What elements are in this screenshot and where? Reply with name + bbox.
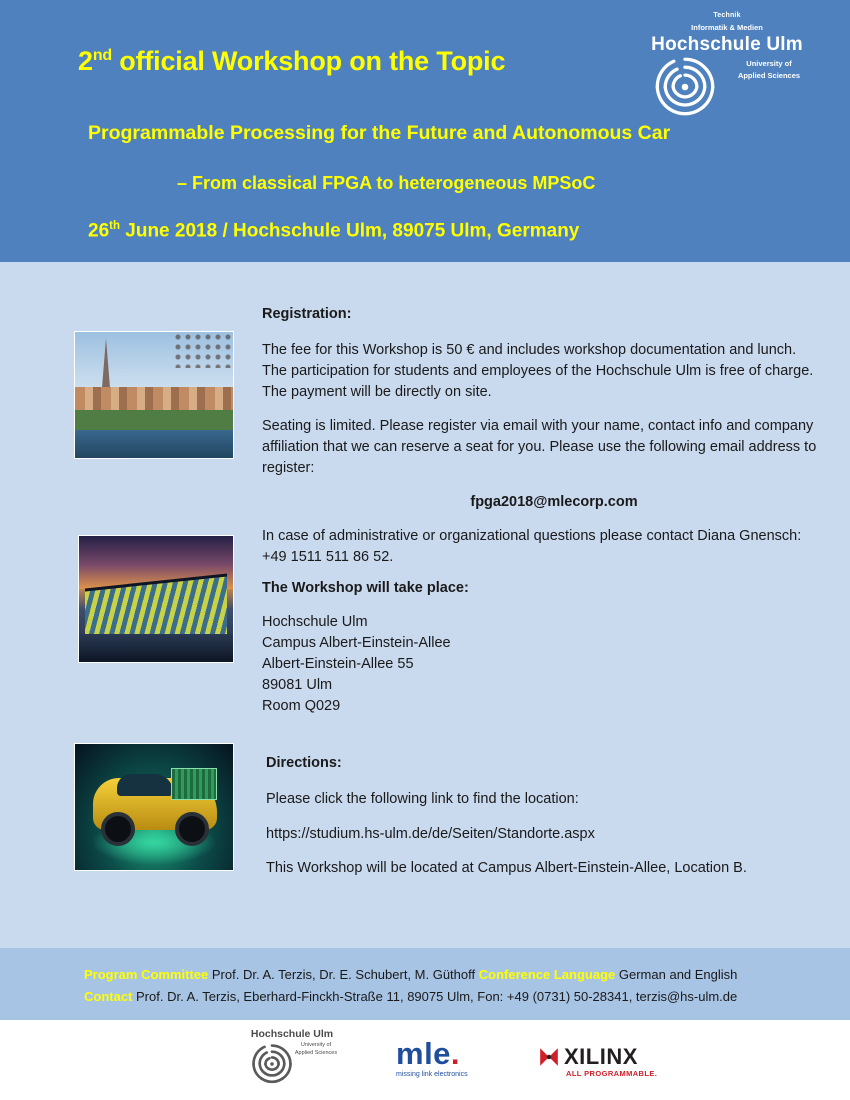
address-line: Albert-Einstein-Allee 55 (262, 656, 414, 672)
conference-language-label: Conference Language (478, 967, 616, 982)
ulm-panorama-photo (74, 331, 234, 459)
directions-intro: Please click the following link to find the location: (266, 791, 579, 807)
sponsor-hsulm-name: Hochschule Ulm (250, 1028, 334, 1040)
directions-link[interactable]: https://studium.hs-ulm.de/de/Seiten/Standorte.aspx (266, 826, 595, 842)
hochschule-ulm-logo (632, 12, 822, 120)
mle-sponsor-logo (396, 1038, 488, 1090)
registration-seating-paragraph: Seating is limited. Please register via email with your name, contact info and company affiliation that we can reserve a seat for you. Please use the following email address to register: (262, 418, 817, 476)
subtitle-primary: Programmable Processing for the Future and Autonomous Car (88, 122, 671, 144)
sponsor-hsulm-sub2: Applied Sciences (294, 1050, 338, 1056)
subtitle-secondary: – From classical FPGA to heterogeneous MPSoC (177, 173, 596, 193)
contact-value: Prof. Dr. A. Terzis, Eberhard-Finckh-Straße 11, 89075 Ulm, Fon: +49 (0731) 50-28341, terzis@hs-ulm.de (136, 989, 738, 1004)
mle-word-text: mle (396, 1036, 451, 1071)
date-rest: June 2018 / Hochschule Ulm, 89075 Ulm, Germany (120, 220, 580, 242)
title-ordinal-suffix: nd (92, 47, 112, 64)
logo-sub-applied-sciences: Applied Sciences (737, 71, 801, 80)
conference-language-value: German and English (618, 967, 738, 982)
title-rest: official Workshop on the Topic (111, 46, 506, 76)
date-ordinal-suffix: th (109, 220, 120, 232)
venue-heading: The Workshop will take place: (262, 580, 469, 596)
poster-header (0, 0, 850, 262)
date-day: 26 (88, 220, 110, 242)
logo-line-technik: Technik (713, 12, 741, 19)
logo-line-informatik: Informatik & Medien (691, 23, 763, 32)
directions-heading: Directions: (266, 755, 342, 771)
mle-wordmark (396, 1038, 488, 1069)
footer-band (0, 948, 850, 1020)
address-line: Room Q029 (262, 698, 341, 714)
mle-tagline: missing link electronics (396, 1071, 468, 1078)
sponsor-hsulm-sub1: University of (300, 1042, 332, 1048)
directions-note: This Workshop will be located at Campus Albert-Einstein-Allee, Location B. (266, 860, 747, 876)
address-line: Campus Albert-Einstein-Allee (262, 635, 451, 651)
registration-fee-paragraph: The fee for this Workshop is 50 € and includes workshop documentation and lunch. The participation for students and employees of the Hochschule Ulm is free of charge. The payment will be directly on site. (262, 342, 814, 400)
address-line: Hochschule Ulm (262, 614, 368, 630)
venue-address (262, 612, 662, 717)
autonomous-car-photo (74, 743, 234, 871)
title-prefix: 2 (78, 46, 93, 76)
page-title (78, 46, 505, 77)
footer-contact (84, 989, 737, 1004)
xilinx-mark-icon (538, 1046, 560, 1068)
hochschule-ulm-sponsor-logo (232, 1028, 352, 1092)
mle-dot-accent: . (450, 1036, 461, 1071)
registration-email[interactable]: fpga2018@mlecorp.com (470, 494, 638, 510)
address-line: 89081 Ulm (262, 677, 333, 693)
spiral-icon (250, 1042, 294, 1086)
xilinx-sponsor-logo (538, 1044, 664, 1086)
contact-label: Contact (84, 989, 133, 1004)
logo-sub-university-of: University of (746, 59, 792, 68)
admin-contact-paragraph: In case of administrative or organizational questions please contact Diana Gnensch: +49 1511 511 86 52. (262, 528, 802, 565)
sponsor-logo-row (0, 1020, 850, 1100)
event-date (88, 220, 579, 242)
xilinx-wordmark: XILINX (564, 1044, 638, 1069)
poster-body (0, 262, 850, 948)
program-committee-label: Program Committee (84, 967, 209, 982)
footer-program-committee (84, 967, 737, 982)
spiral-icon (652, 54, 718, 120)
program-committee-value: Prof. Dr. A. Terzis, Dr. E. Schubert, M. Güthoff (211, 967, 476, 982)
logo-university-name: Hochschule Ulm (651, 34, 803, 55)
hochschule-building-photo (78, 535, 234, 663)
xilinx-tagline: ALL PROGRAMMABLE. (566, 1069, 658, 1078)
registration-heading: Registration: (262, 306, 352, 322)
